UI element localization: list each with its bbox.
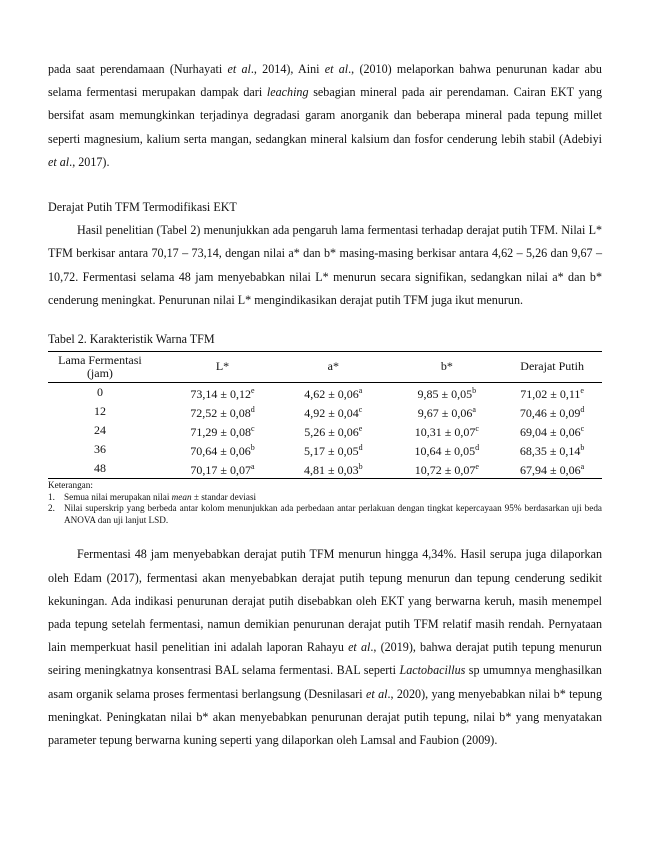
superscript-letter: a <box>580 462 585 472</box>
italic-run: Lactobacillus <box>399 663 466 678</box>
cell-a <box>275 383 391 403</box>
text-run: Fermentasi 48 jam menyebabkan derajat putih TFM menurun hingga 4,34%. Hasil serupa juga dilaporkan oleh Edam (2017), fermentasi akan menyebabkan derajat putih tepung menurun dan tepung cenderung sedikit kekuningan. Ada indikasi penurunan derajat putih disebabkan oleh EKT yang berwarna keruh, masih menempel pada tepung setelah fermentasi, namun demikian penurunan derajat putih TFM relatif masih rendah. Pernyataan lain memperkuat hasil penelitian ini adalah laporan Rahayu <box>48 547 602 655</box>
cell-value: 9,67 ± 0,06 <box>417 406 473 421</box>
header-a: a* <box>327 359 339 374</box>
table-notes <box>48 480 602 526</box>
note-item <box>48 492 602 504</box>
table-row <box>48 421 602 440</box>
cell-value: 0 <box>96 385 103 400</box>
paragraph-results: Hasil penelitian (Tabel 2) menunjukkan ada pengaruh lama fermentasi terhadap derajat putih TFM. Nilai L* TFM berkisar antara 70,17 – 73,14, dengan nilai a* dan b* masing-masing berkisar antara 4,62 – 5,26 dan 9,67 – 10,72. Fermentasi selama 48 jam menyebabkan nilai L* menurun secara signifikan, sedangkan nilai a* dan b* cenderung meningkat. Penurunan nilai L* mengindikasikan derajat putih TFM juga ikut menurun. <box>48 223 602 307</box>
cell-l <box>170 421 275 440</box>
cell-lama <box>48 383 170 403</box>
superscript-letter: d <box>580 405 585 415</box>
table-row <box>48 383 602 403</box>
superscript-letter: a <box>472 405 476 415</box>
cell-b <box>391 402 502 421</box>
table-header-row <box>48 352 602 383</box>
header-b: b* <box>440 359 453 374</box>
cell-value: 73,14 ± 0,12 <box>190 387 252 402</box>
cell-value: 12 <box>93 404 106 419</box>
cell-l <box>170 459 275 479</box>
cell-b <box>391 383 502 403</box>
italic-run: et al <box>324 62 349 76</box>
note-text: Nilai superskrip yang berbeda antar kolom menunjukkan ada perbedaan antar perlakuan dengan tingkat kepercayaan 95% berdasarkan uji beda ANOVA dan uji lanjut LSD. <box>64 503 602 525</box>
table-row <box>48 459 602 479</box>
italic-run: et al <box>366 686 388 701</box>
cell-value: 71,29 ± 0,08 <box>190 425 252 440</box>
cell-value: 68,35 ± 0,14 <box>519 444 581 459</box>
text-run: sebagian mineral pada air perendaman. Cairan EKT yang bersifat asam memungkinkan terjadinya degradasi garam anorganik dan beberapa mineral pada tepung millet seperti magnesium, kalium serta mangan, sedangkan mineral kalsium dan fosfor cenderung lebih stabil (Adebiyi <box>48 85 603 146</box>
text-run: ., 2014), Aini <box>250 62 325 76</box>
cell-value: 36 <box>93 442 106 457</box>
italic-run: mean <box>171 491 192 502</box>
italic-run: et al <box>227 62 251 76</box>
paragraph-intro <box>48 58 602 174</box>
note-number: 2. <box>48 503 55 514</box>
superscript-letter: b <box>250 443 255 453</box>
cell-l <box>170 402 275 421</box>
cell-value: 5,26 ± 0,06 <box>304 425 359 440</box>
table-row <box>48 440 602 459</box>
superscript-letter: c <box>580 424 585 434</box>
cell-b <box>391 440 502 459</box>
text-run: ., (2019), bahwa derajat putih tepung menurun seiring meningkatnya konsentrasi BAL selama fermentasi. BAL seperti <box>48 640 602 678</box>
superscript-letter: d <box>475 443 480 453</box>
cell-value: 48 <box>93 461 106 476</box>
cell-derajat-putih <box>502 440 602 459</box>
cell-lama <box>48 459 170 479</box>
superscript-letter: e <box>358 424 363 434</box>
table-row <box>48 402 602 421</box>
note-number: 1. <box>48 491 55 502</box>
cell-value: 24 <box>93 423 106 438</box>
text-run: ., 2017). <box>69 154 110 169</box>
cell-value: 10,72 ± 0,07 <box>414 463 476 478</box>
color-characteristics-table <box>48 351 602 479</box>
superscript-letter: d <box>250 405 255 415</box>
table-caption: Tabel 2. Karakteristik Warna TFM <box>48 332 215 347</box>
cell-value: 72,52 ± 0,08 <box>190 406 251 421</box>
page-content <box>48 58 602 752</box>
text-run: ± standar deviasi <box>191 491 257 502</box>
cell-a <box>275 421 391 440</box>
cell-a <box>275 440 391 459</box>
cell-b <box>391 459 502 479</box>
italic-run: et al <box>48 154 70 169</box>
superscript-letter: b <box>358 462 363 472</box>
cell-a <box>275 459 391 479</box>
cell-value: 71,02 ± 0,11 <box>520 387 581 402</box>
superscript-letter: b <box>472 386 477 396</box>
note-item <box>48 503 602 526</box>
cell-b <box>391 421 502 440</box>
cell-derajat-putih <box>502 402 602 421</box>
cell-l <box>170 383 275 403</box>
superscript-letter: e <box>251 386 255 396</box>
superscript-letter: e <box>475 462 479 472</box>
table-body <box>48 383 602 479</box>
notes-title: Keterangan: <box>48 480 93 491</box>
text-run: ., (2010) melaporkan bahwa penurunan kadar abu selama fermentasi merupakan dampak dari <box>48 62 602 100</box>
cell-value: 5,17 ± 0,05 <box>303 444 359 459</box>
cell-value: 4,62 ± 0,06 <box>304 387 359 402</box>
superscript-letter: b <box>580 443 585 453</box>
cell-value: 9,85 ± 0,05 <box>417 387 473 402</box>
cell-lama <box>48 402 170 421</box>
header-derajat-putih: Derajat Putih <box>520 359 584 374</box>
cell-derajat-putih <box>502 421 602 440</box>
cell-value: 67,94 ± 0,06 <box>520 463 581 478</box>
italic-run: leaching <box>266 85 309 100</box>
cell-value: 4,81 ± 0,03 <box>303 463 359 478</box>
cell-value: 70,17 ± 0,07 <box>190 463 252 478</box>
cell-value: 4,92 ± 0,04 <box>304 406 359 421</box>
cell-derajat-putih <box>502 383 602 403</box>
cell-value: 10,31 ± 0,07 <box>414 425 476 440</box>
cell-l <box>170 440 275 459</box>
italic-run: et al <box>348 640 371 655</box>
cell-a <box>275 402 391 421</box>
superscript-letter: c <box>475 424 479 434</box>
text-run: Semua nilai merupakan nilai <box>64 491 172 502</box>
section-heading: Derajat Putih TFM Termodifikasi EKT <box>48 200 237 215</box>
superscript-letter: e <box>580 386 584 396</box>
header-l: L* <box>215 359 230 374</box>
header-lama-fermentasi: Lama Fermentasi (jam) <box>58 353 142 380</box>
text-run: ., 2020), yang menyebabkan nilai b* tepung meningkat. Peningkatan nilai b* akan menyebabkan penurunan derajat putih tepung, nilai b* yang menyatakan parameter tepung berwarna kuning seperti yang dilaporkan oleh Lamsal and Faubion (2009). <box>48 686 602 748</box>
superscript-letter: c <box>251 424 255 434</box>
cell-value: 70,64 ± 0,06 <box>190 444 251 459</box>
cell-lama <box>48 440 170 459</box>
text-run: pada saat perendamaan (Nurhayati <box>48 62 228 76</box>
cell-value: 69,04 ± 0,06 <box>520 425 581 440</box>
paragraph-discussion <box>48 543 602 752</box>
note-text <box>64 492 602 504</box>
text-run: sp umumnya menghasilkan asam organik selama proses fermentasi berlangsung (Desnilasari <box>48 663 602 701</box>
cell-derajat-putih <box>502 459 602 479</box>
cell-lama <box>48 421 170 440</box>
superscript-letter: a <box>251 462 255 472</box>
superscript-letter: d <box>358 443 363 453</box>
cell-value: 10,64 ± 0,05 <box>414 444 476 459</box>
cell-value: 70,46 ± 0,09 <box>519 406 581 421</box>
superscript-letter: c <box>358 405 363 415</box>
superscript-letter: a <box>358 386 363 396</box>
